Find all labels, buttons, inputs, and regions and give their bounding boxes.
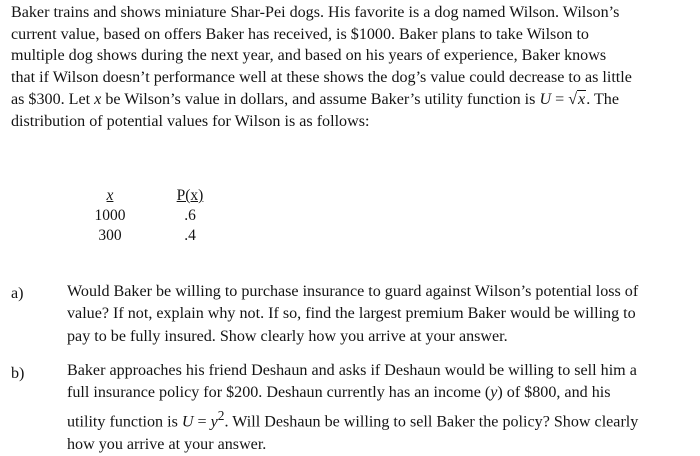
variable-y-squared: y bbox=[210, 413, 218, 431]
question-b-line-2 bbox=[67, 382, 697, 404]
utility-symbol-b: U bbox=[181, 413, 194, 431]
sqrt-radicand bbox=[577, 89, 586, 111]
table-cell-x-1: 1000 bbox=[94, 207, 126, 224]
question-b-line-3-post: . Will Deshaun be willing to sell Baker the policy? Show clearly bbox=[224, 413, 639, 431]
radicand-x: x bbox=[578, 90, 586, 108]
intro-line-3: multiple dog shows during the next year, and based on his years of experience, Baker knows bbox=[11, 47, 607, 65]
intro-line-5-mid: be Wilson’s value in dollars, and assume Baker’s utility function is bbox=[101, 90, 540, 108]
question-b-line-4: how you arrive at your answer. bbox=[67, 435, 267, 453]
equals-sign: = bbox=[193, 413, 211, 431]
question-a-letter: a) bbox=[11, 285, 24, 302]
variable-x: x bbox=[94, 90, 102, 108]
exponent-2: 2 bbox=[217, 407, 225, 423]
question-a-text bbox=[67, 281, 697, 348]
question-a-line-1: Would Baker be willing to purchase insurance to guard against Wilson’s potential loss of bbox=[67, 283, 639, 300]
intro-line-4: that if Wilson doesn’t performance well at these shows the dog’s value could decrease to as little bbox=[11, 69, 632, 87]
table-cell-p-1: .6 bbox=[184, 207, 196, 224]
intro-line-6: distribution of potential values for Wilson is as follows: bbox=[11, 112, 370, 130]
intro-line-5-pre: as $300. Let bbox=[11, 90, 95, 108]
intro-line-1: Baker trains and shows miniature Shar-Pei dogs. His favorite is a dog named Wilson. Wilson’s bbox=[11, 4, 620, 21]
question-b-line-2-pre: full insurance policy for $200. Deshaun currently has an income ( bbox=[67, 384, 491, 402]
intro-line-2: current value, based on offers Baker has received, is $1000. Baker plans to take Wilson to bbox=[11, 25, 589, 43]
question-b-letter: b) bbox=[11, 365, 25, 382]
question-b-line-2-post: ) of $800, and his bbox=[497, 384, 611, 402]
distribution-column-px bbox=[170, 186, 210, 246]
question-a-line-3: pay to be fully insured. Show clearly how you arrive at your answer. bbox=[67, 327, 508, 345]
intro-line-5-post: . The bbox=[586, 90, 619, 108]
utility-symbol: U bbox=[539, 90, 552, 108]
table-header-px: P(x) bbox=[176, 187, 204, 204]
question-a-line-2: value? If not, explain why not. If so, find the largest premium Baker would be willing to bbox=[67, 305, 636, 323]
equals-sqrt: = √ bbox=[551, 90, 578, 108]
problem-intro bbox=[11, 2, 695, 132]
distribution-column-x bbox=[90, 186, 130, 246]
table-header-x: x bbox=[106, 187, 114, 204]
variable-y: y bbox=[490, 384, 498, 402]
intro-line-5 bbox=[11, 89, 695, 111]
question-b-text bbox=[67, 360, 697, 456]
table-cell-p-2: .4 bbox=[184, 227, 196, 244]
question-b-line-1: Baker approaches his friend Deshaun and asks if Deshaun would be willing to sell him a bbox=[67, 362, 637, 379]
table-cell-x-2: 300 bbox=[98, 227, 122, 244]
question-b-line-3-pre: utility function is bbox=[67, 413, 182, 431]
question-b-line-3 bbox=[67, 405, 697, 434]
